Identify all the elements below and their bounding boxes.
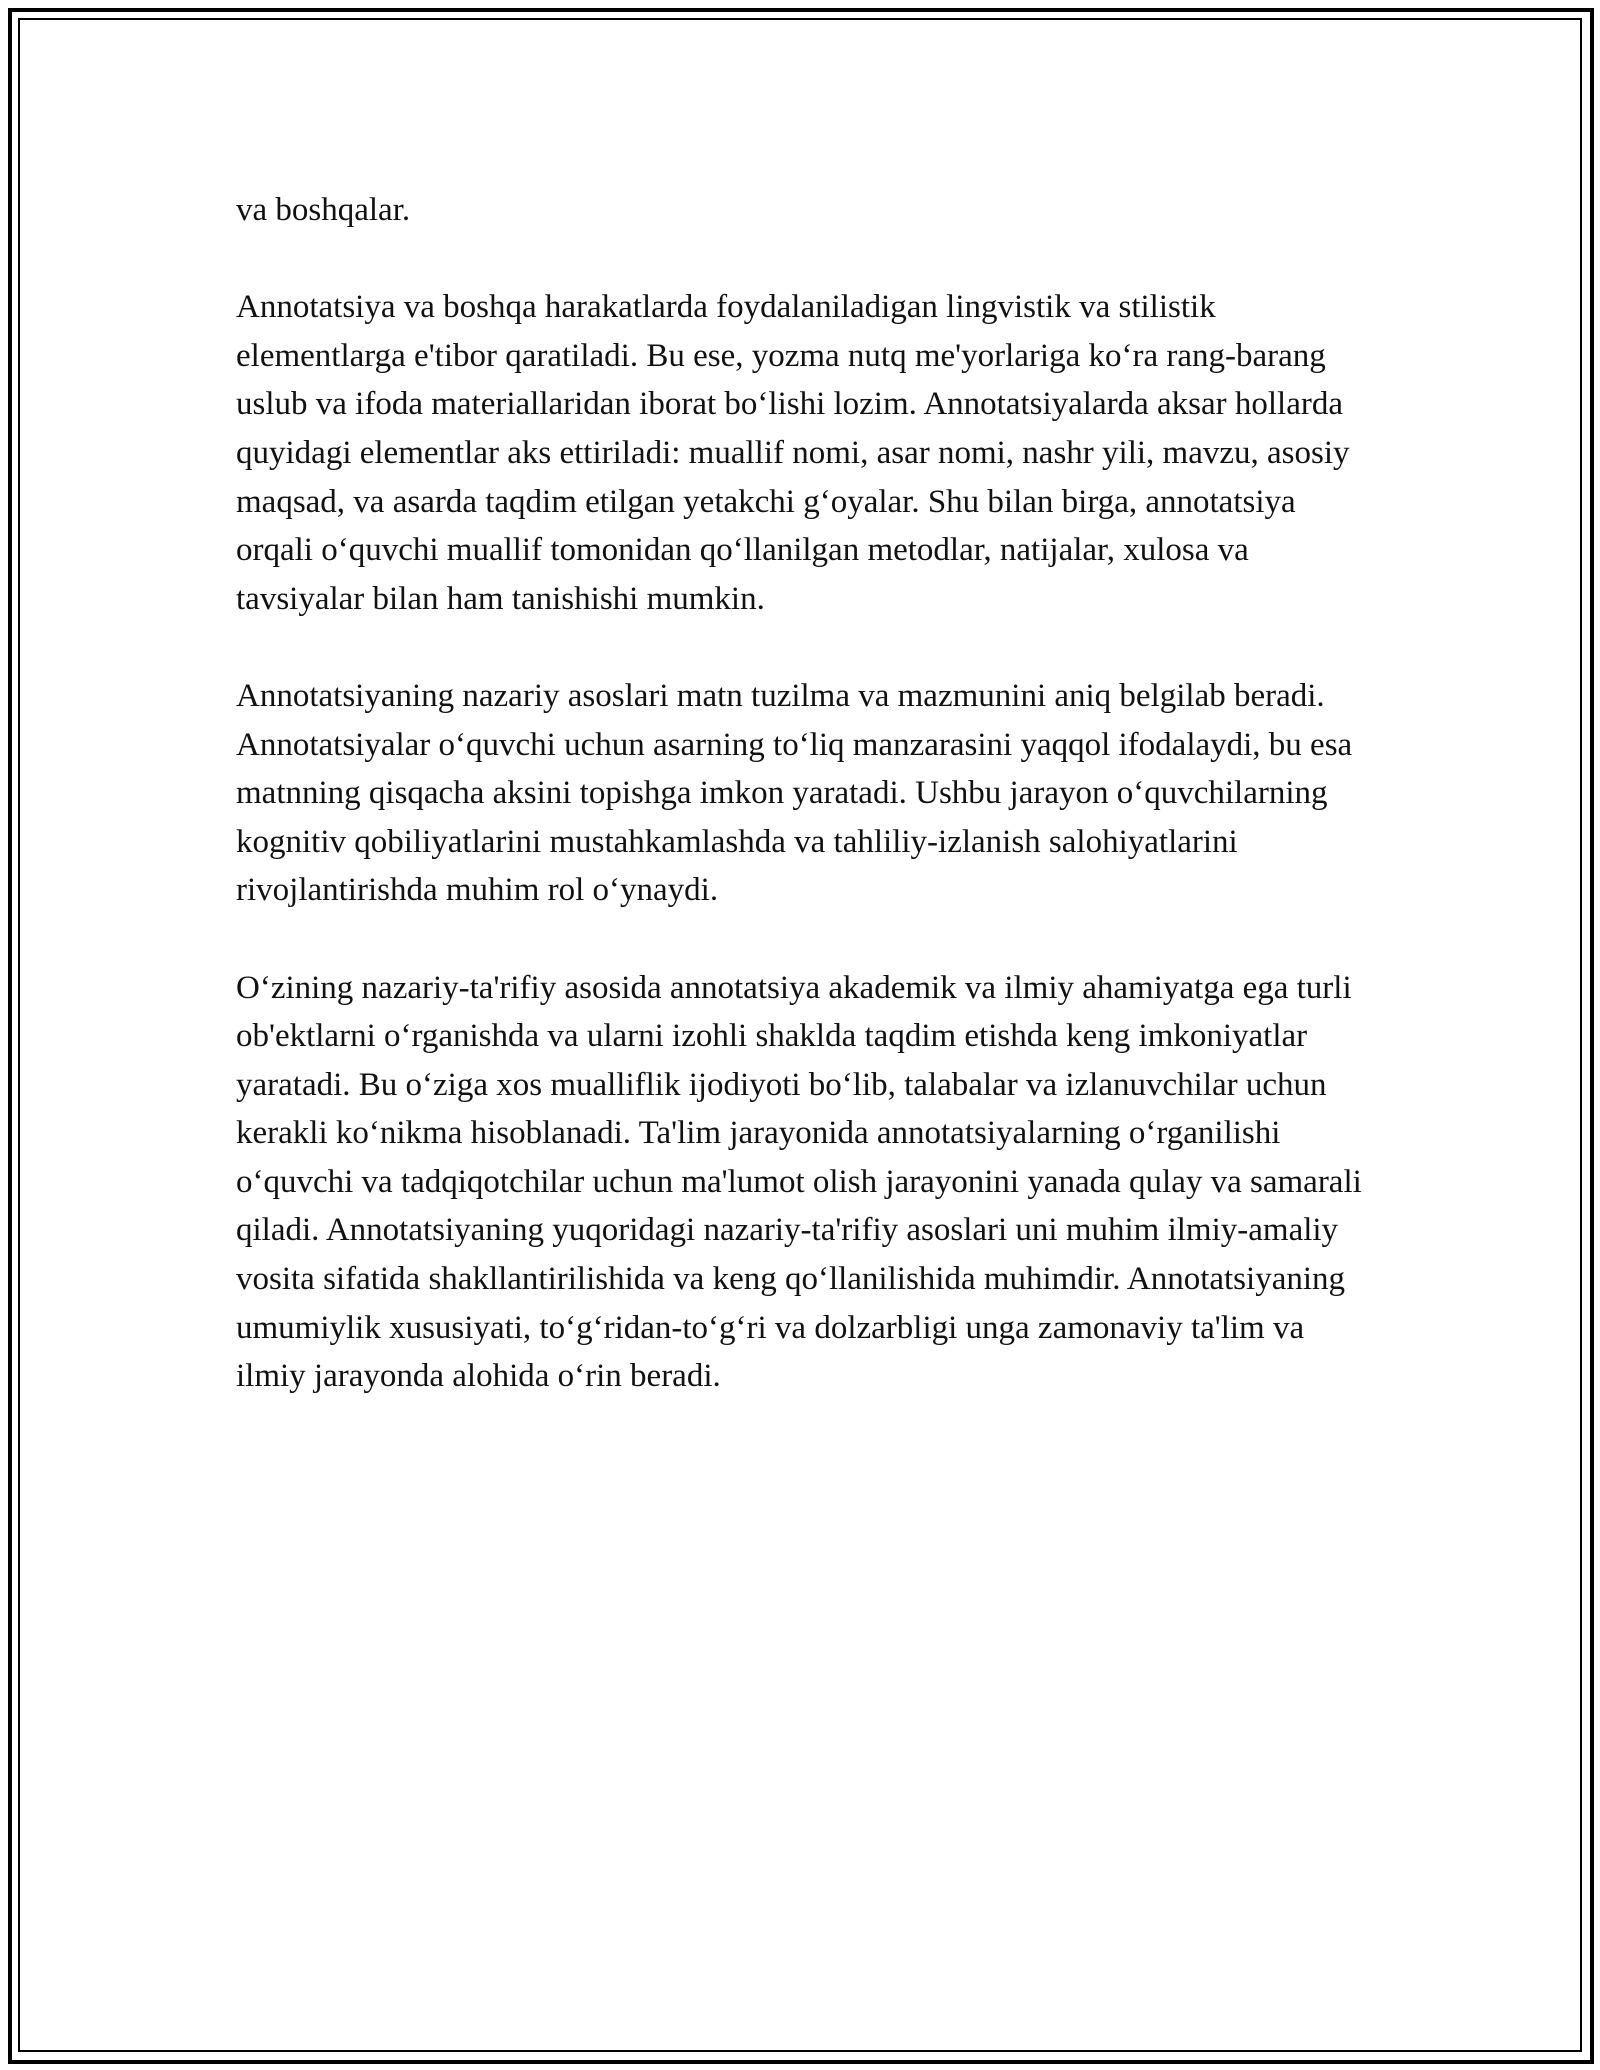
paragraph-theoretical-foundations: Annotatsiyaning nazariy asoslari matn tuzilma va mazmunini aniq belgilab beradi. Annotatsiyalar o‘quvchi uchun asarning to‘liq manzarasini yaqqol ifodalaydi, bu esa matnning qisqacha aksini topishga imkon yaratadi. Ushbu jarayon o‘quvchilarning kognitiv qobiliyatlarini mustahkamlashda va tahliliy-izlanish salohiyatlarini rivojlantirishda muhim rol o‘ynaydi.: [236, 677, 1353, 909]
document-body: [236, 186, 1366, 1449]
paragraph-linguistic-elements: Annotatsiya va boshqa harakatlarda foydalaniladigan lingvistik va stilistik elementlarga e'tibor qaratiladi. Bu ese, yozma nutq me'yorlariga ko‘ra rang-barang uslub va ifoda materiallaridan iborat bo‘lishi lozim. Annotatsiyalarda aksar hollarda quyidagi elementlar aks ettiriladi: muallif nomi, asar nomi, nashr yili, mavzu, asosiy maqsad, va asarda taqdim etilgan yetakchi g‘oyalar. Shu bilan birga, annotatsiya orqali o‘quvchi muallif tomonidan qo‘llanilgan metodlar, natijalar, xulosa va tavsiyalar bilan ham tanishishi mumkin.: [236, 289, 1350, 617]
paragraph-academic-significance: O‘zining nazariy-ta'rifiy asosida annotatsiya akademik va ilmiy ahamiyatga ega turli ob'ektlarni o‘rganishda va ularni izohli shaklda taqdim etishda keng imkoniyatlar yaratadi. Bu o‘ziga xos mualliflik ijodiyoti bo‘lib, talabalar va izlanuvchilar uchun kerakli ko‘nikma hisoblanadi. Ta'lim jarayonida annotatsiyalarning o‘rganilishi o‘quvchi va tadqiqotchilar uchun ma'lumot olish jarayonini yanada qulay va samarali qiladi. Annotatsiyaning yuqoridagi nazariy-ta'rifiy asoslari uni muhim ilmiy-amaliy vosita sifatida shakllantirilishida va keng qo‘llanilishida muhimdir. Annotatsiyaning umumiylik xususiyati, to‘g‘ridan-to‘g‘ri va dolzarbligi unga zamonaviy ta'lim va ilmiy jarayonda alohida o‘rin beradi.: [236, 969, 1362, 1395]
paragraph-continuation: va boshqalar.: [236, 192, 411, 228]
